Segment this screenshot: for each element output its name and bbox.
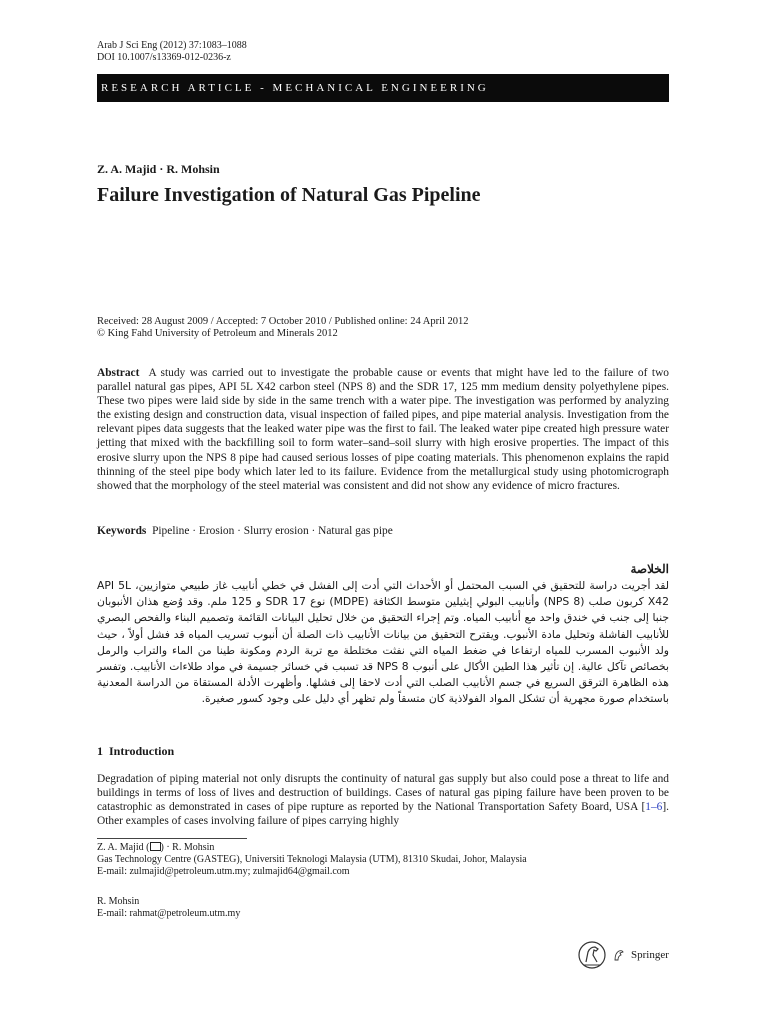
doi: DOI 10.1007/s13369-012-0236-z: [97, 52, 231, 63]
author2-name: R. Mohsin: [97, 896, 140, 907]
journal-citation: Arab J Sci Eng (2012) 37:1083–1088: [97, 40, 247, 51]
history-dates: Received: 28 August 2009 / Accepted: 7 October 2010 / Published online: 24 April 2012: [97, 316, 469, 327]
keywords-text: Pipeline · Erosion · Slurry erosion · Natural gas pipe: [152, 525, 393, 537]
abstract-label: Abstract: [97, 367, 140, 379]
citation-link[interactable]: 1–6: [645, 801, 663, 814]
footnote-rule: [97, 838, 247, 839]
publisher-logo: [577, 938, 669, 972]
authors: Z. A. Majid · R. Mohsin: [97, 162, 220, 176]
citation-info: [97, 40, 247, 64]
springer-horse-logo: [577, 938, 607, 972]
author2-email: E-mail: rahmat@petroleum.utm.my: [97, 908, 241, 919]
section-number: 1: [97, 744, 103, 758]
keywords-label: Keywords: [97, 525, 147, 537]
author1-email: E-mail: zulmajid@petroleum.utm.my; zulmajid64@gmail.com: [97, 866, 350, 877]
publisher-name: Springer: [631, 949, 669, 961]
author2-affiliation: [97, 896, 240, 920]
envelope-icon: [150, 842, 161, 851]
coauthor-name: ) · R. Mohsin: [160, 842, 215, 853]
author-affiliation: [97, 842, 527, 878]
abstract: [97, 366, 669, 493]
author1-institution: Gas Technology Centre (GASTEG), Universiti Teknologi Malaysia (UTM), 81310 Skudai, Johor, Malaysia: [97, 854, 527, 865]
intro-paragraph: Degradation of piping material not only disrupts the continuity of natural gas supply but also could pose a threat to life and buildings in terms of loss of lives and destruction of buildings. Cases of natural gas piping failure have been proven to be catastrophic as demonstrated in cases of pipe rupture as reported by the National Transportation Safety Board, USA [: [97, 773, 669, 814]
springer-logo-icon: [613, 949, 625, 961]
abstract-text: A study was carried out to investigate the probable cause or events that might have led to the failure of two parallel natural gas pipes, API 5L X42 carbon steel (NPS 8) and the SDR 17, 125 mm medium density polyethylene pipes. These two pipes were laid side by side in the same trench with a water pipe. The investigation was performed by analyzing the existing design and construction data, visual inspection of failed pipes, and pipe material analysis. Investigation from the relevant pipes data suggests that the leaked water pipe was the first to fail. The leaked water pipe created high pressure water jetting that mixed with the backfilling soil to form water–sand–soil slurry with high erosive properties. The impact of this erosive slurry upon the NPS 8 pipe had caused serious losses of pipe coating materials. This phenomenon explains the rapid thinning of the steel pipe body which later led to its failure. Evidence from the metallurgical study using photomicrograph showed that the morphology of the steel material was consistent and did not show any evidence of micro fractures.: [97, 367, 669, 492]
section-banner: RESEARCH ARTICLE - MECHANICAL ENGINEERING: [97, 74, 669, 102]
article-title: Failure Investigation of Natural Gas Pipeline: [97, 184, 481, 206]
author1-name: Z. A. Majid (: [97, 842, 150, 853]
keywords: [97, 525, 393, 537]
arabic-abstract-heading: الخلاصة: [630, 562, 669, 576]
copyright: © King Fahd University of Petroleum and Minerals 2012: [97, 328, 338, 339]
section-heading: [97, 744, 174, 759]
publication-dates: [97, 316, 469, 340]
arabic-abstract: لقد أجريت دراسة للتحقيق في السبب المحتمل أو الأحداث التي أدت إلى الفشل في خطي أنابيب غاز طبيعي متوازيين، API 5L X42 كربون صلب (NPS 8) وأنابيب البولي إيثيلين متوسط الكثافة (MDPE) نوع SDR 17 و 125 ملم. وقد وُضع هذان الأنبوبان جنبا إلى جنب في خندق واحد مع أنابيب المياه. وتم إجراء التحقيق من خلال تحليل البيانات القائمة وتصميم البناء والفحص البصري للأنابيب الفاشلة وتحليل مادة الأنبوب. ويقترح التحقيق من بيانات الأنابيب ذات الصلة أن أنبوب تسريب المياه قد فشل أولاً ، حيث ولد الأنبوب المسرب للمياه ارتفاعا في ضغط المياه التي نفثت مختلطة مع تربة الردم ومكونة طينا من الماء والتراب والرمل بخصائص تآكل عالية. إن تأثير هذا الطين الأكال على أنبوب NPS 8 قد تسبب في خسائر جسيمة في مواد طلاءات الأنابيب. وتفسر هذه الظاهرة الترقق السريع في جسم الأنابيب الصلب التي أدت لاحقا إلى فشلها. وأظهرت الأدلة المستقاة من الدراسة المعدنية باستخدام صورة مجهرية أن تشكل المواد الفولاذية كان متسقاً ولم تظهر أي دليل على وجود كسور صغيرة.: [97, 579, 670, 706]
author1-names: [97, 842, 527, 854]
intro-paragraph-cont: ]. Other examples of cases involving failure of pipes carrying highly: [97, 801, 669, 828]
introduction-text: [97, 772, 669, 828]
section-title: Introduction: [109, 744, 175, 758]
